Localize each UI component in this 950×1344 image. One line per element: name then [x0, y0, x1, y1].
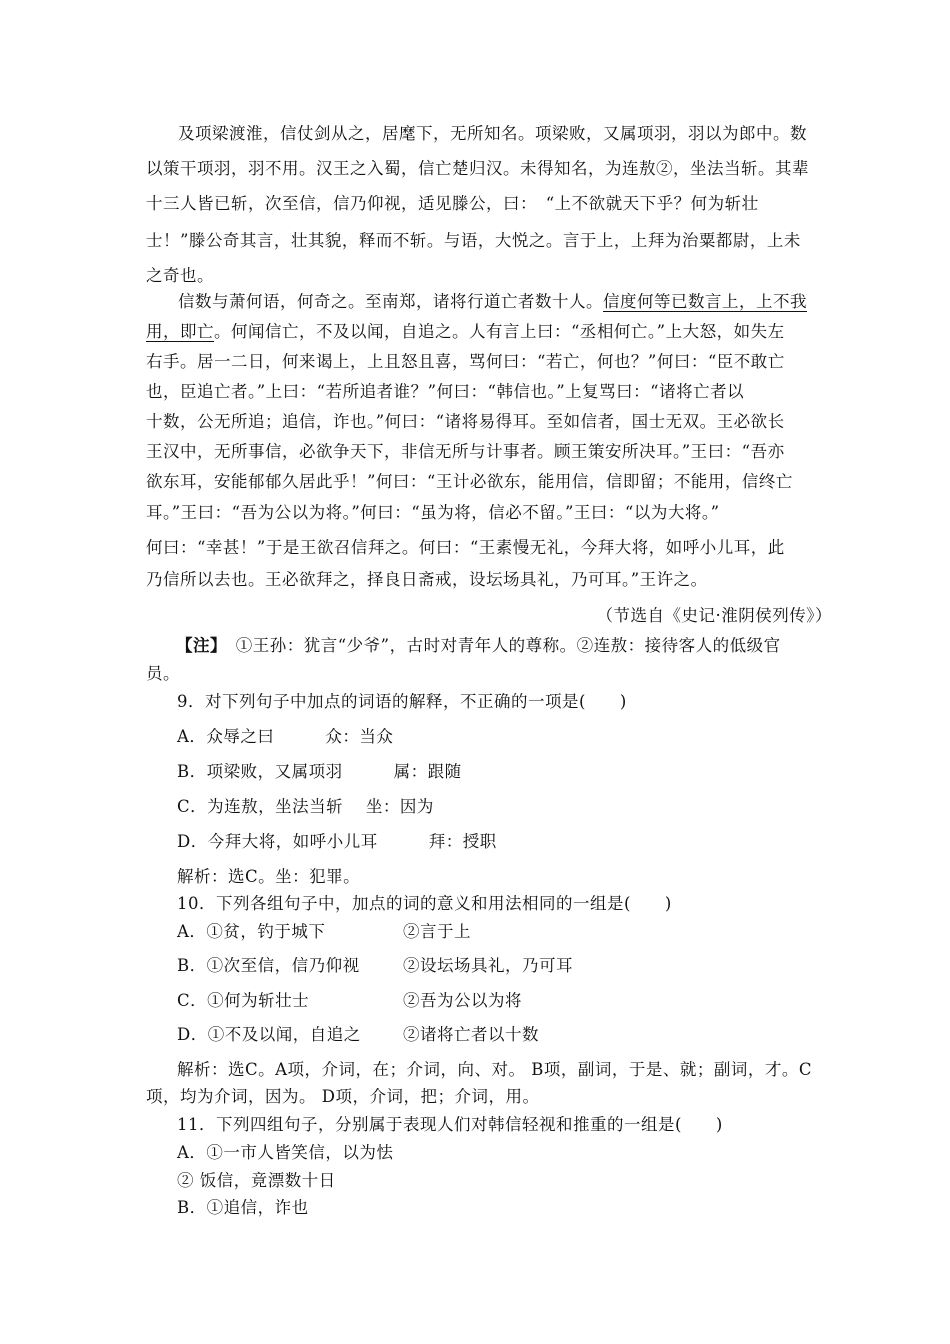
question-9-answer: 解析：选C。坐：犯罪。 [177, 867, 361, 886]
note-label: 【注】 [176, 636, 219, 655]
passage-line: 十三人皆已斩，次至信，信乃仰视，适见滕公，曰： “上不欲就天下乎？何为斩壮 [146, 194, 759, 213]
passage-line: 士！”滕公奇其言，壮其貌，释而不斩。与语，大悦之。言于上，上拜为治粟都尉，上未 [146, 231, 801, 250]
question-10-option-left: D．①不及以闻，自追之 [177, 1025, 361, 1044]
passage-line: 耳。”王曰：“吾为公以为将。”何曰：“虽为将，信必不留。”王曰：“以为大将。” [146, 503, 720, 522]
passage-text: 。何闻信亡，不及以闻，自追之。人有言上曰：“丞相何亡。”上大怒，如失左 [214, 322, 785, 341]
source-citation: （节选自《史记·淮阴侯列传》） [596, 606, 832, 625]
note-line [176, 632, 781, 656]
passage-line: 右手。居一二日，何来谒上，上且怒且喜，骂何曰：“若亡，何也？”何曰：“臣不敢亡 [146, 352, 785, 371]
question-10-answer: 解析：选C。A项，介词，在；介词，向、对。 B项，副词，于是、就；副词，才。C [177, 1060, 813, 1079]
question-11-option: B．①追信，诈也 [177, 1198, 309, 1217]
question-10-answer: 项，均为介词，因为。 D项，介词，把；介词，用。 [146, 1087, 540, 1106]
note-text: ①王孙：犹言“少爷”，古时对青年人的尊称。②连敖：接待客人的低级官 [218, 636, 781, 655]
question-10-option-left: C．①何为斩壮士 [177, 991, 310, 1010]
question-9-option: D．今拜大将，如呼小儿耳 拜：授职 [177, 832, 497, 851]
underlined-sentence: 用，即亡 [146, 322, 214, 341]
passage-line: 及项梁渡淮，信仗剑从之，居麾下，无所知名。项梁败，又属项羽，羽以为郎中。数 [178, 124, 807, 143]
passage-text: 信数与萧何语，何奇之。至南郑，诸将行道亡者数十人。 [178, 292, 603, 311]
note-line: 员。 [146, 664, 180, 683]
question-10-option-right: ②言于上 [403, 922, 471, 941]
question-9-stem: 9．对下列句子中加点的词语的解释，不正确的一项是( ) [177, 692, 627, 711]
question-9-option: B．项梁败，又属项羽 属：跟随 [177, 762, 462, 781]
question-9-option: A．众辱之曰 众：当众 [177, 727, 394, 746]
passage-line: 何曰：“幸甚！”于是王欲召信拜之。何曰：“王素慢无礼，今拜大将，如呼小儿耳，此 [146, 538, 785, 557]
passage-line: 之奇也。 [146, 266, 214, 285]
passage-line [146, 318, 785, 342]
question-11-stem: 11．下列四组句子，分别属于表现人们对韩信轻视和推重的一组是( ) [177, 1115, 723, 1134]
passage-line: 欲东耳，安能郁郁久居此乎！”何曰：“王计必欲东，能用信，信即留；不能用，信终亡 [146, 472, 793, 491]
question-10-option-left: B．①次至信，信乃仰视 [177, 956, 360, 975]
passage-line: 以策干项羽，羽不用。汉王之入蜀，信亡楚归汉。未得知名，为连敖②，坐法当斩。其辈 [146, 159, 809, 178]
question-10-option-right: ②吾为公以为将 [403, 991, 522, 1010]
question-9-option: C．为连敖，坐法当斩 坐：因为 [177, 797, 434, 816]
question-10-option-right: ②设坛场具礼，乃可耳 [403, 956, 573, 975]
passage-line: 乃信所以去也。王必欲拜之，择良日斋戒，设坛场具礼，乃可耳。”王许之。 [146, 570, 708, 589]
question-10-option-left: A．①贫，钓于城下 [177, 922, 326, 941]
passage-line: 也，臣追亡者。”上曰：“若所追者谁？”何曰：“韩信也。”上复骂曰：“诸将亡者以 [146, 382, 745, 401]
question-11-option: ② 饭信，竟漂数十日 [177, 1171, 336, 1190]
question-10-option-right: ②诸将亡者以十数 [403, 1025, 539, 1044]
passage-line: 王汉中，无所事信，必欲争天下，非信无所与计事者。顾王策安所决耳。”王曰：“吾亦 [146, 442, 785, 461]
passage-line [178, 288, 807, 312]
underlined-sentence: 信度何等已数言上，上不我 [603, 292, 807, 311]
passage-line: 十数，公无所追；追信，诈也。”何曰：“诸将易得耳。至如信者，国士无双。王必欲长 [146, 412, 785, 431]
question-10-stem: 10．下列各组句子中，加点的词的意义和用法相同的一组是( ) [177, 894, 672, 913]
question-11-option: A．①一市人皆笑信，以为怯 [177, 1143, 394, 1162]
